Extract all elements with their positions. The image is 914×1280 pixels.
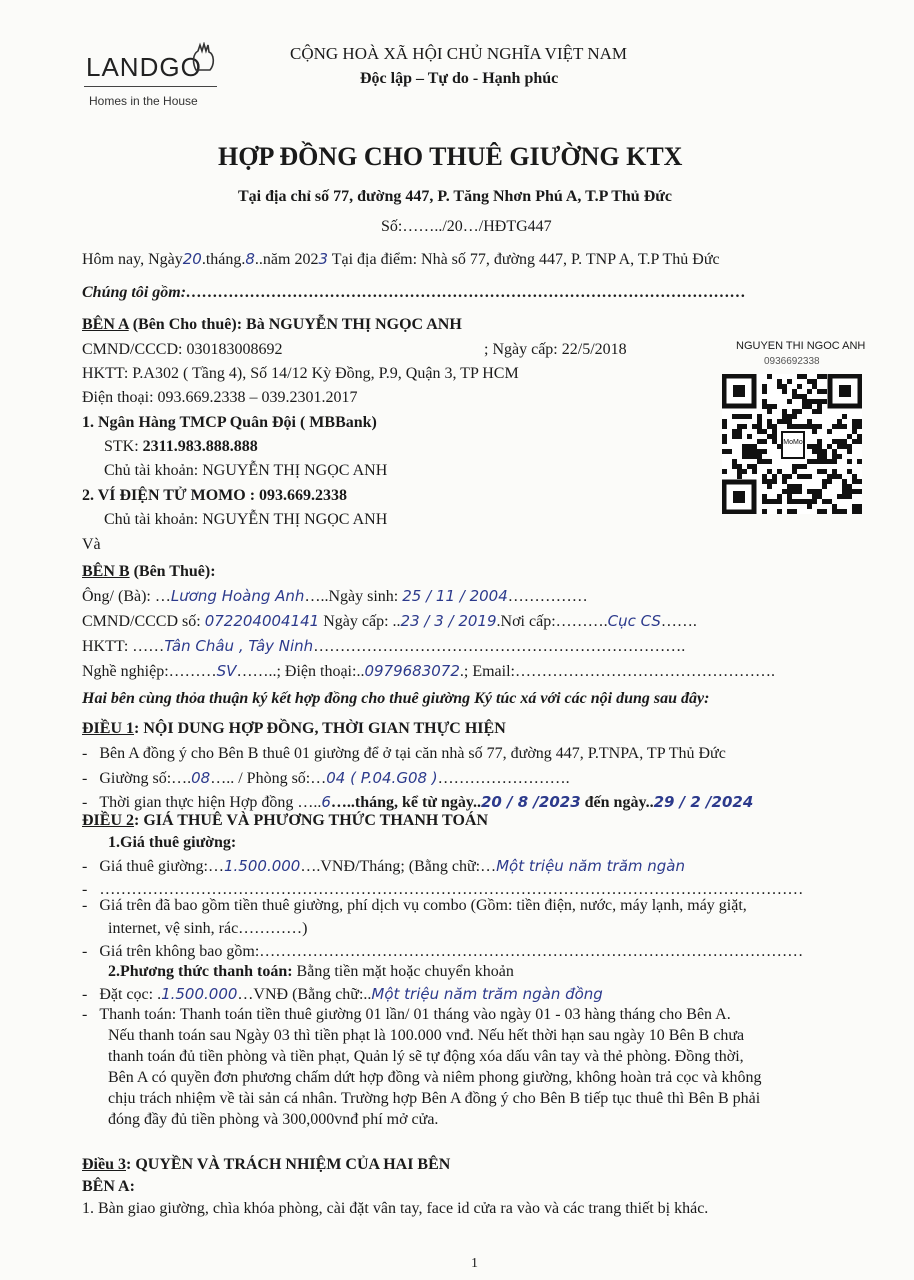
national-title: CỘNG HOÀ XÃ HỘI CHỦ NGHĨA VIỆT NAM (290, 44, 628, 63)
ben-a-heading: BÊN A (Bên Cho thuê): Bà NGUYỄN THỊ NGỌC ANH (82, 316, 462, 333)
room-number: 04 ( P.04.G08 ) (326, 769, 438, 787)
payment-line3: thanh toán đủ tiền phòng và tiền phạt, Quản lý sẽ tự động xóa dấu vân tay và thẻ phòng. Đồng thời, (108, 1048, 744, 1065)
dieu3-heading: Điều 3: QUYỀN VÀ TRÁCH NHIỆM CỦA HAI BÊN (82, 1156, 451, 1173)
payment-line5: chịu trách nhiệm về tài sản cá nhân. Trường hợp Bên A đồng ý cho Bên B tiếp tục thuê thì Bên B phải (108, 1090, 761, 1107)
momo-qr-code (722, 374, 862, 514)
dieu2-sub1: 1.Giá thuê giường: (108, 834, 237, 851)
dieu1-heading: ĐIỀU 1: NỘI DUNG HỢP ĐỒNG, THỜI GIAN THỰC HIỆN (82, 720, 506, 737)
qr-name: NGUYEN THI NGOC ANH (736, 340, 866, 352)
contract-number: Số:……../20…/HĐTG447 (381, 218, 552, 235)
ben-a-hktt: HKTT: P.A302 ( Tầng 4), Số 14/12 Kỳ Đồng, P.9, Quận 3, TP HCM (82, 365, 519, 382)
monthly-price: 1.500.000 (224, 857, 301, 875)
ben-b-cccd-line: CMND/CCCD số: 072204004141 Ngày cấp: ..23 / 3 / 2019.Nơi cấp:……….Cục CS……. (82, 612, 697, 630)
ben-a-ngay-cap: ; Ngày cấp: 22/5/2018 (484, 341, 627, 358)
logo-divider (84, 86, 217, 87)
today-line: Hôm nay, Ngày20.tháng.8..năm 2023 Tại địa điểm: Nhà số 77, đường 447, P. TNP A, T.P Thủ Đức (82, 250, 720, 268)
payment-line6: đóng đầy đủ tiền phòng và 300,000vnđ phí mở cửa. (108, 1111, 439, 1128)
bank-title: 1. Ngân Hàng TMCP Quân Đội ( MBBank) (82, 414, 377, 431)
contract-end: 29 / 2 /2024 (653, 793, 754, 811)
national-motto: Độc lập – Tự do - Hạnh phúc (360, 70, 559, 87)
agreement-statement: Hai bên cùng thỏa thuận ký kết hợp đồng cho thuê giường Ký túc xá với các nội dung sau đây: (82, 690, 710, 707)
dieu1-line3: - Thời gian thực hiện Hợp đồng …..6…..tháng, kể từ ngày..20 / 8 /2023 đến ngày..29 / 2 /2024 (82, 793, 754, 811)
price-dots-line: - …………………………………………………………………………………………………………………… (82, 881, 804, 898)
excluded-line: - Giá trên không bao gồm:………………………………………………………………………………………… (82, 943, 804, 960)
dieu3-item1: 1. Bàn giao giường, chìa khóa phòng, cài đặt vân tay, face id cửa ra vào và các trang thiết bị khác. (82, 1200, 709, 1217)
logo-brand: LANDGO (86, 52, 202, 82)
ben-b-job-line: Nghề nghiệp:………SV……..; Điện thoại:..0979683072.; Email:…………………………………………. (82, 662, 775, 680)
month-handwritten: 8 (245, 250, 255, 268)
tenant-phone: 0979683072 (364, 662, 460, 680)
ben-b-name-line: Ông/ (Bà): …Lương Hoàng Anh…..Ngày sinh: 25 / 11 / 2004…………… (82, 587, 588, 605)
year-handwritten: 3 (318, 250, 328, 268)
va-label: Và (82, 536, 101, 553)
deposit-in-words: Một triệu năm trăm ngàn đồng (371, 985, 603, 1003)
bed-number: 08 (191, 769, 211, 787)
contract-months: 6 (321, 793, 331, 811)
deposit-amount: 1.500.000 (161, 985, 238, 1003)
tenant-dob: 25 / 11 / 2004 (402, 587, 508, 605)
ben-b-heading: BÊN B (Bên Thuê): (82, 563, 216, 580)
contract-start: 20 / 8 /2023 (480, 793, 581, 811)
payment-line1: - Thanh toán: Thanh toán tiền thuê giường 01 lần/ 01 tháng vào ngày 01 - 03 hàng tháng cho Bên A. (82, 1006, 731, 1023)
price-line: - Giá thuê giường:…1.500.000….VNĐ/Tháng; (Bằng chữ:…Một triệu năm trăm ngàn (82, 857, 686, 875)
payment-line4: Bên A có quyền đơn phương chấm dứt hợp đồng và niêm phong giường, không hoàn trả cọc và không (108, 1069, 762, 1086)
dieu2-sub2: 2.Phương thức thanh toán: Bằng tiền mặt hoặc chuyển khoản (108, 963, 514, 980)
dieu3-ben-a: BÊN A: (82, 1178, 135, 1195)
momo-title: 2. VÍ ĐIỆN TỬ MOMO : 093.669.2338 (82, 487, 348, 504)
payment-line2: Nếu thanh toán sau Ngày 03 thì tiền phạt là 100.000 vnđ. Nếu hết thời hạn sau ngày 10 Bên B chưa (108, 1027, 745, 1044)
ben-a-cccd: CMND/CCCD: 030183008692 (82, 341, 283, 358)
logo-tagline: Homes in the House (89, 94, 198, 108)
tenant-hometown: Tân Châu , Tây Ninh (164, 637, 314, 655)
tenant-name: Lương Hoàng Anh (170, 587, 305, 605)
qr-phone: 0936692338 (764, 356, 820, 367)
dieu1-line2: - Giường số:….08….. / Phòng số:…04 ( P.04.G08 )……………………. (82, 769, 570, 787)
chung-toi-label: Chúng tôi gồm:…………………………………………………………………………………………… (82, 284, 747, 301)
momo-owner: Chủ tài khoản: NGUYỄN THỊ NGỌC ANH (104, 511, 388, 528)
bank-owner: Chủ tài khoản: NGUYỄN THỊ NGỌC ANH (104, 462, 388, 479)
qr-momo-label: MoMo (783, 439, 803, 446)
dieu1-line1: - Bên A đồng ý cho Bên B thuê 01 giường để ở tại căn nhà số 77, đường 447, P.TNPA, TP Thủ Đức (82, 745, 726, 762)
ben-a-phone: Điện thoại: 093.669.2338 – 039.2301.2017 (82, 389, 358, 406)
tenant-cccd: 072204004141 (204, 612, 320, 630)
tenant-job: SV (216, 662, 237, 680)
page-number: 1 (471, 1256, 478, 1271)
included-line1: - Giá trên đã bao gồm tiền thuê giường, phí dịch vụ combo (Gồm: tiền điện, nước, máy lạnh, máy giặt, (82, 897, 747, 914)
bank-account: STK: 2311.983.888.888 (104, 438, 258, 455)
tenant-issue-date: 23 / 3 / 2019 (400, 612, 497, 630)
hand-logo-icon (190, 42, 218, 72)
dieu2-heading: ĐIỀU 2: GIÁ THUÊ VÀ PHƯƠNG THỨC THANH TOÁN (82, 812, 488, 829)
deposit-line: - Đặt cọc: .1.500.000…VNĐ (Bằng chữ:..Một triệu năm trăm ngàn đồng (82, 985, 603, 1003)
price-in-words: Một triệu năm trăm ngàn (496, 857, 686, 875)
contract-title: HỢP ĐỒNG CHO THUÊ GIƯỜNG KTX (218, 142, 683, 171)
ben-b-hktt-line: HKTT: ……Tân Châu , Tây Ninh……………………………………………………………. (82, 637, 686, 655)
contract-address: Tại địa chỉ số 77, đường 447, P. Tăng Nhơn Phú A, T.P Thủ Đức (238, 188, 672, 205)
included-line2: internet, vệ sinh, rác…………) (108, 920, 308, 937)
tenant-issue-place: Cục CS (607, 612, 661, 630)
day-handwritten: 20 (182, 250, 202, 268)
